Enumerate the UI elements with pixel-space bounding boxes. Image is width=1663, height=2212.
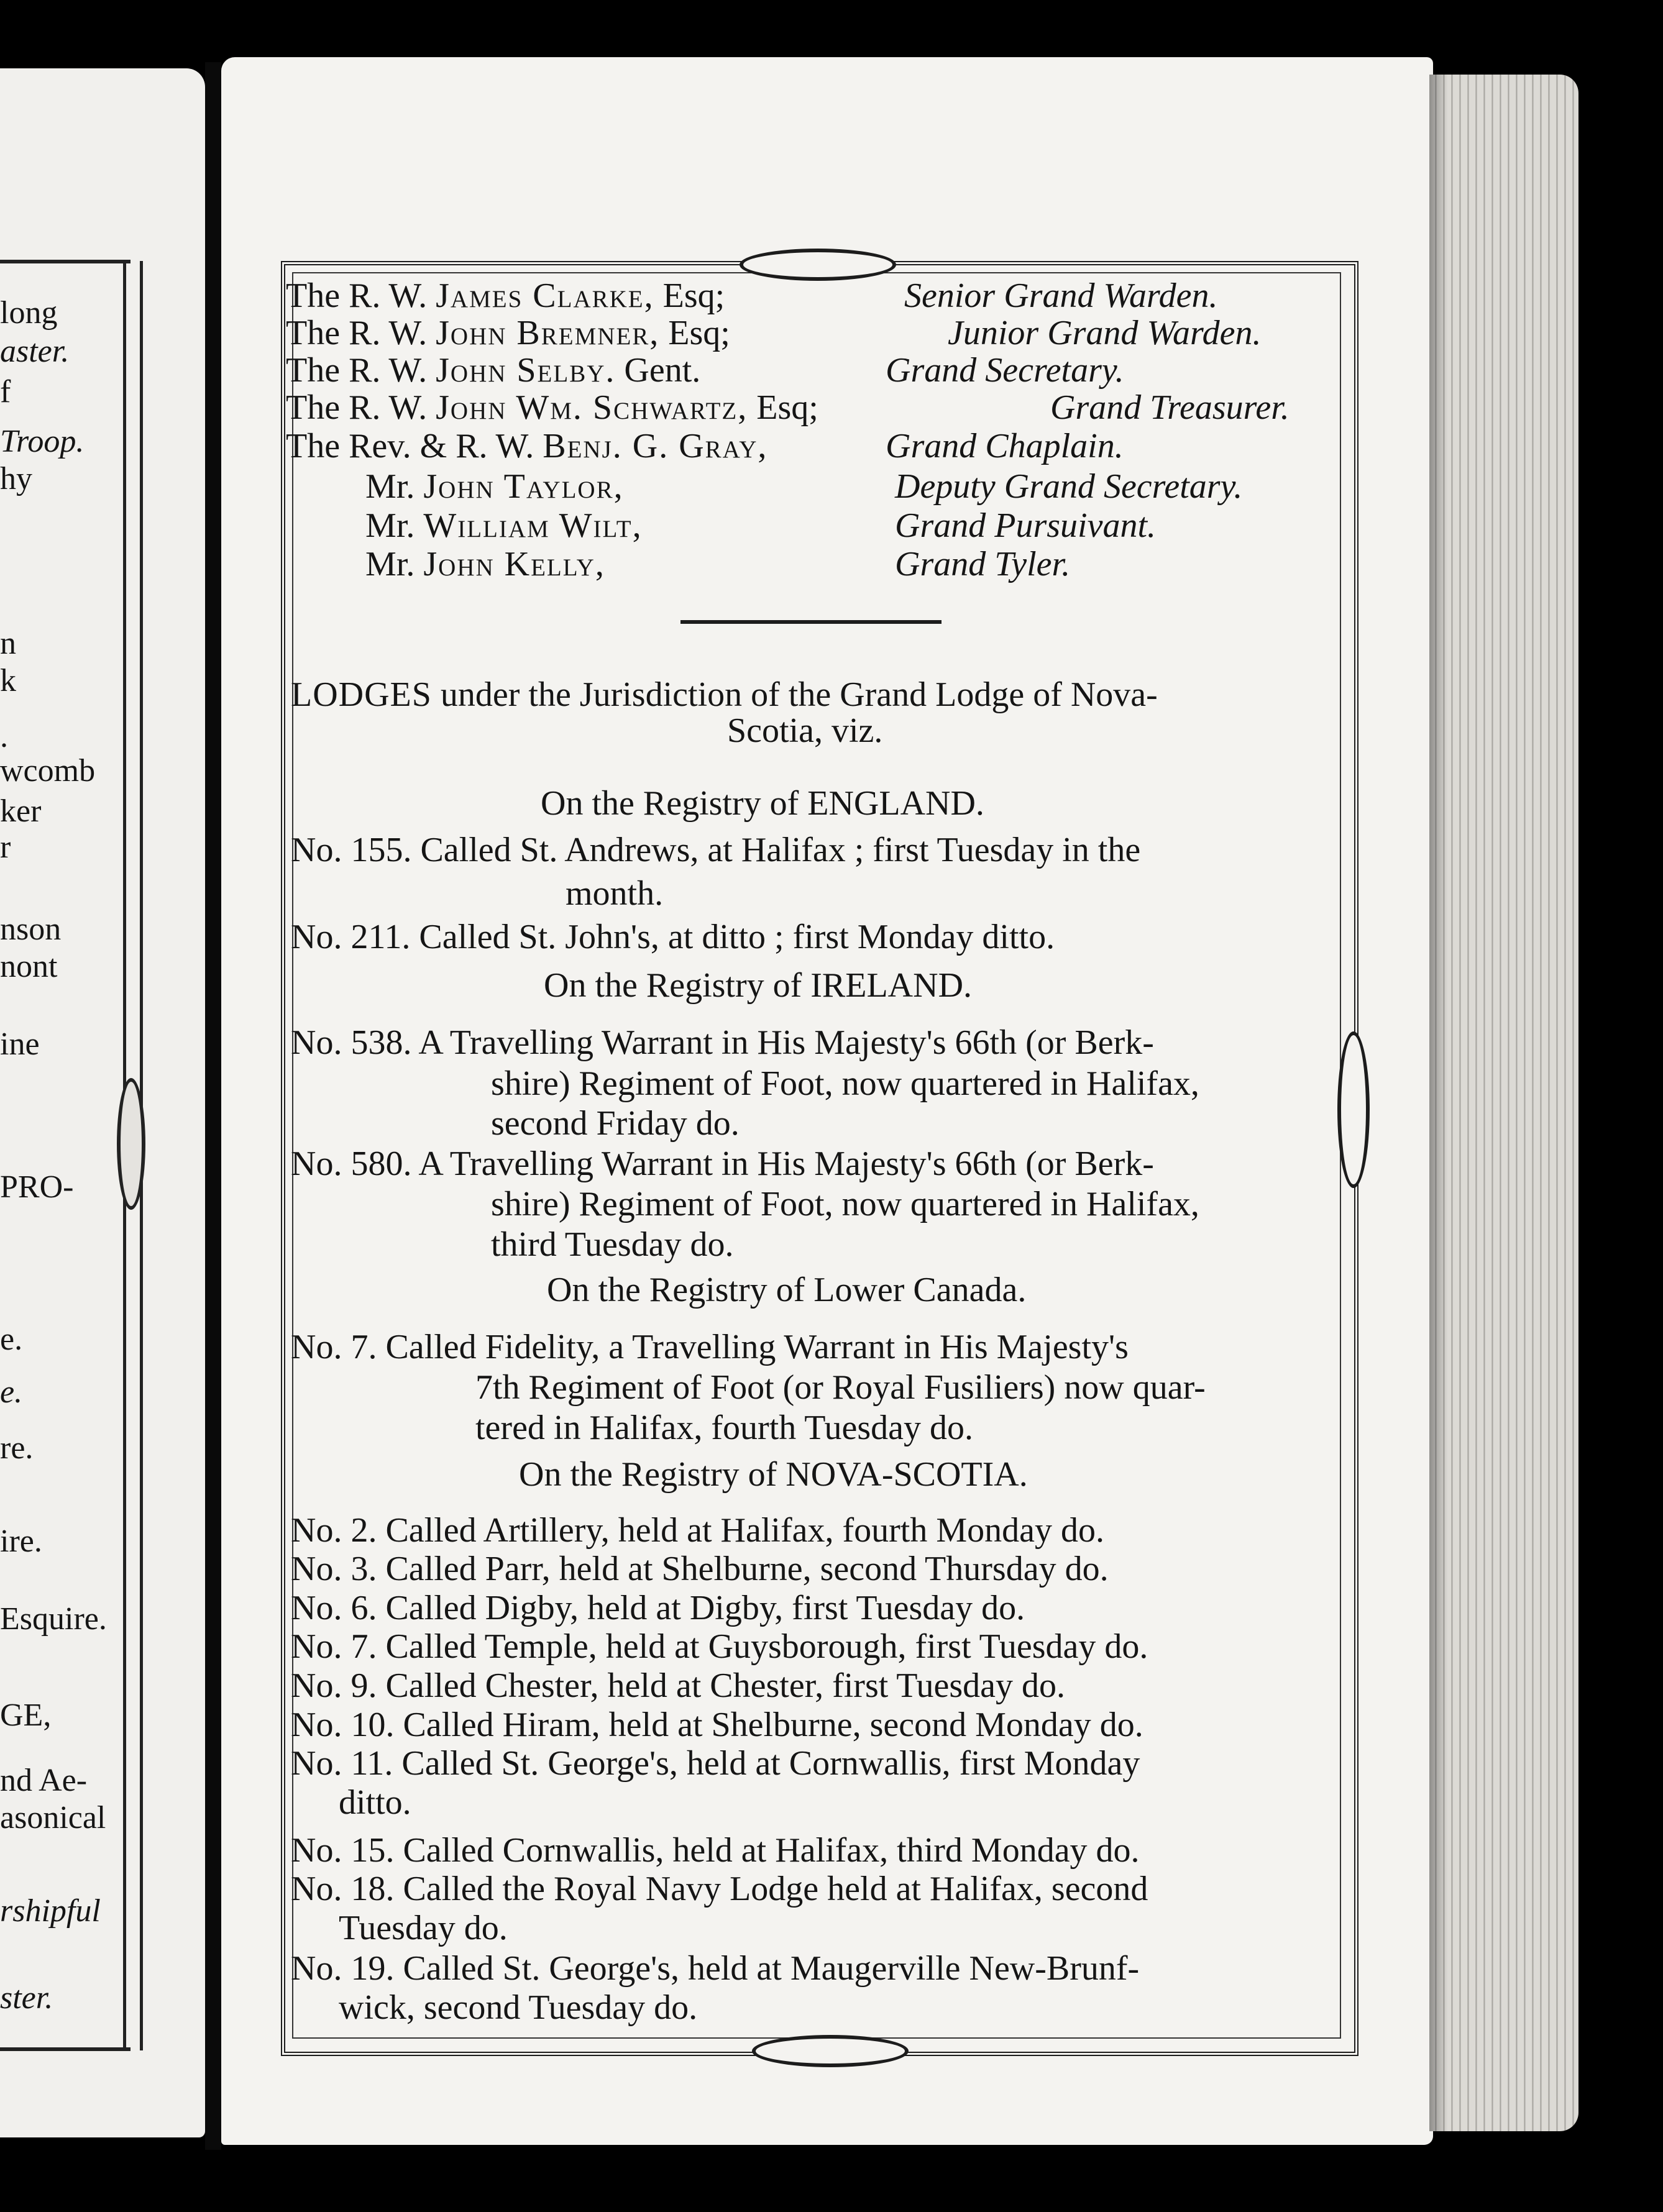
left-fragment-text: aster. (0, 334, 70, 369)
oval-ornament-top (740, 249, 896, 281)
left-fragment-text: GE, (0, 1698, 52, 1733)
lodge-entry-211: No. 211. Called St. John's, at ditto ; first Monday ditto. (291, 918, 1055, 956)
officer-row (286, 429, 767, 464)
lodge-entry-580-line1: No. 580. A Travelling Warrant in His Majesty's 66th (or Berk- (291, 1145, 1154, 1183)
officer-suffix: Esq; (756, 388, 818, 427)
left-fragment-text: nont (0, 949, 58, 984)
lodge-entry-ns-18-line2: Tuesday do. (339, 1909, 508, 1947)
officer-name: John Wm. Schwartz, (436, 388, 748, 427)
officer-name: John Selby. (436, 351, 616, 390)
officer-name: John Bremner, (436, 314, 660, 352)
left-border-top (0, 260, 131, 263)
officer-name: John Kelly, (423, 545, 605, 583)
left-fragment-text: n (0, 626, 16, 661)
left-border-bottom (0, 2047, 131, 2051)
officer-title: Senior Grand Warden. (904, 276, 1218, 315)
left-fragment-text: ster. (0, 1980, 53, 2016)
lodge-entry-580-line3: third Tuesday do. (491, 1225, 734, 1264)
lodge-entry-ns-15: No. 15. Called Cornwallis, held at Halifax, third Monday do. (291, 1831, 1140, 1870)
lodge-entry-538-line3: second Friday do. (491, 1104, 740, 1143)
left-fragment-text: asonical (0, 1800, 106, 1835)
officer-row (286, 278, 725, 313)
lodge-entry-ns-7: No. 7. Called Temple, held at Guysborough, first Tuesday do. (291, 1627, 1148, 1666)
officer-prefix: Mr. (365, 467, 415, 506)
oval-ornament-right (1337, 1031, 1370, 1188)
lodge-entry-7-fidelity-line3: tered in Halifax, fourth Tuesday do. (475, 1409, 973, 1447)
lodge-entry-ns-2: No. 2. Called Artillery, held at Halifax, fourth Monday do. (291, 1511, 1104, 1550)
officer-row (365, 469, 624, 504)
left-fragment-text: f (0, 374, 11, 409)
lodge-entry-538-line2: shire) Regiment of Foot, now quartered in Halifax, (491, 1064, 1199, 1103)
officer-prefix: Mr. (365, 506, 415, 545)
officer-row (286, 316, 730, 350)
left-fragment-text: PRO- (0, 1169, 74, 1205)
officer-title: Grand Secretary. (886, 351, 1124, 390)
lodge-entry-ns-3: No. 3. Called Parr, held at Shelburne, second Thursday do. (291, 1550, 1109, 1588)
book-gutter (205, 62, 221, 2150)
lodge-entry-ns-18-line1: No. 18. Called the Royal Navy Lodge held at Halifax, second (291, 1870, 1148, 1908)
officer-title: Deputy Grand Secretary. (895, 467, 1243, 506)
page-edge-shadow (1429, 75, 1448, 2131)
officer-name: John Taylor, (423, 467, 624, 506)
officer-prefix: The R. W. (286, 351, 428, 390)
officer-name: William Wilt, (423, 506, 643, 545)
left-fragment-text: k (0, 663, 16, 698)
officer-row (365, 508, 643, 543)
officer-title: Grand Tyler. (895, 545, 1071, 583)
registry-england-heading: On the Registry of ENGLAND. (541, 784, 984, 823)
left-fragment-text: ker (0, 793, 42, 829)
officer-suffix: Esq; (662, 276, 725, 315)
officer-title: Grand Pursuivant. (895, 506, 1156, 545)
officer-suffix: Esq; (668, 314, 730, 352)
officer-name: James Clarke, (436, 276, 654, 315)
left-fragment-text: long (0, 295, 58, 331)
left-fragment-text: re. (0, 1430, 34, 1466)
lodge-entry-155-line1: No. 155. Called St. Andrews, at Halifax ; first Tuesday in the (291, 831, 1141, 869)
lodge-entry-ns-10: No. 10. Called Hiram, held at Shelburne, second Monday do. (291, 1706, 1143, 1744)
officer-prefix: The R. W. (286, 314, 428, 352)
lodge-entry-ns-6: No. 6. Called Digby, held at Digby, first Tuesday do. (291, 1589, 1025, 1627)
page-edges (1429, 75, 1578, 2131)
lodge-entry-ns-19-line1: No. 19. Called St. George's, held at Maugerville New-Brunf- (291, 1949, 1140, 1988)
lodge-entry-7-fidelity-line2: 7th Regiment of Foot (or Royal Fusiliers) now quar- (475, 1368, 1206, 1407)
officer-suffix: Gent. (624, 351, 701, 390)
officer-title: Grand Treasurer. (1050, 388, 1290, 427)
registry-nova-scotia-heading: On the Registry of NOVA-SCOTIA. (519, 1455, 1028, 1494)
lodge-entry-538-line1: No. 538. A Travelling Warrant in His Majesty's 66th (or Berk- (291, 1023, 1154, 1062)
lodge-entry-ns-9: No. 9. Called Chester, held at Chester, first Tuesday do. (291, 1666, 1066, 1705)
left-fragment-text: r (0, 830, 11, 865)
left-fragment-text: nson (0, 912, 62, 947)
officer-prefix: Mr. (365, 545, 415, 583)
registry-canada-heading: On the Registry of Lower Canada. (547, 1271, 1027, 1309)
lodges-heading-line2: Scotia, viz. (727, 711, 883, 750)
oval-ornament-bottom (752, 2035, 909, 2067)
left-fragment-text: e. (0, 1374, 23, 1410)
officer-row (286, 353, 700, 388)
officer-row (286, 390, 818, 425)
officer-prefix: The R. W. (286, 276, 428, 315)
left-fragment-text: Troop. (0, 424, 85, 459)
lodge-entry-ns-11-line2: ditto. (339, 1783, 411, 1822)
lodge-entry-ns-11-line1: No. 11. Called St. George's, held at Cornwallis, first Monday (291, 1744, 1140, 1783)
lodges-heading-word: LODGES (291, 675, 432, 714)
lodges-heading-line1 (291, 677, 1158, 712)
section-rule (680, 620, 941, 624)
left-fragment-text: e. (0, 1322, 23, 1357)
left-fragment-text: rshipful (0, 1893, 101, 1929)
left-fragment-text: wcomb (0, 753, 96, 788)
left-fragment-text: nd Ae- (0, 1763, 88, 1798)
left-fragment-text: ire. (0, 1524, 42, 1559)
lodge-entry-155-line2: month. (566, 874, 664, 913)
officer-title: Junior Grand Warden. (948, 314, 1262, 352)
lodge-entry-7-fidelity-line1: No. 7. Called Fidelity, a Travelling Warrant in His Majesty's (291, 1328, 1129, 1366)
officer-prefix: The R. W. (286, 388, 428, 427)
lodge-entry-580-line2: shire) Regiment of Foot, now quartered in Halifax, (491, 1185, 1199, 1223)
left-fragment-text: ine (0, 1026, 40, 1062)
left-fragment-text: . (0, 719, 8, 754)
officer-prefix: The Rev. & R. W. (286, 427, 534, 465)
lodge-entry-ns-19-line2: wick, second Tuesday do. (339, 1988, 698, 2027)
lodges-heading-rest: under the Jurisdiction of the Grand Lodge of Nova- (440, 675, 1158, 714)
officer-row (365, 547, 605, 582)
registry-ireland-heading: On the Registry of IRELAND. (544, 966, 973, 1005)
officer-name: Benj. G. Gray, (543, 427, 768, 465)
officer-title: Grand Chaplain. (886, 427, 1124, 465)
left-oval-ornament (117, 1078, 145, 1210)
left-fragment-text: Esquire. (0, 1601, 107, 1637)
left-fragment-text: hy (0, 461, 32, 496)
